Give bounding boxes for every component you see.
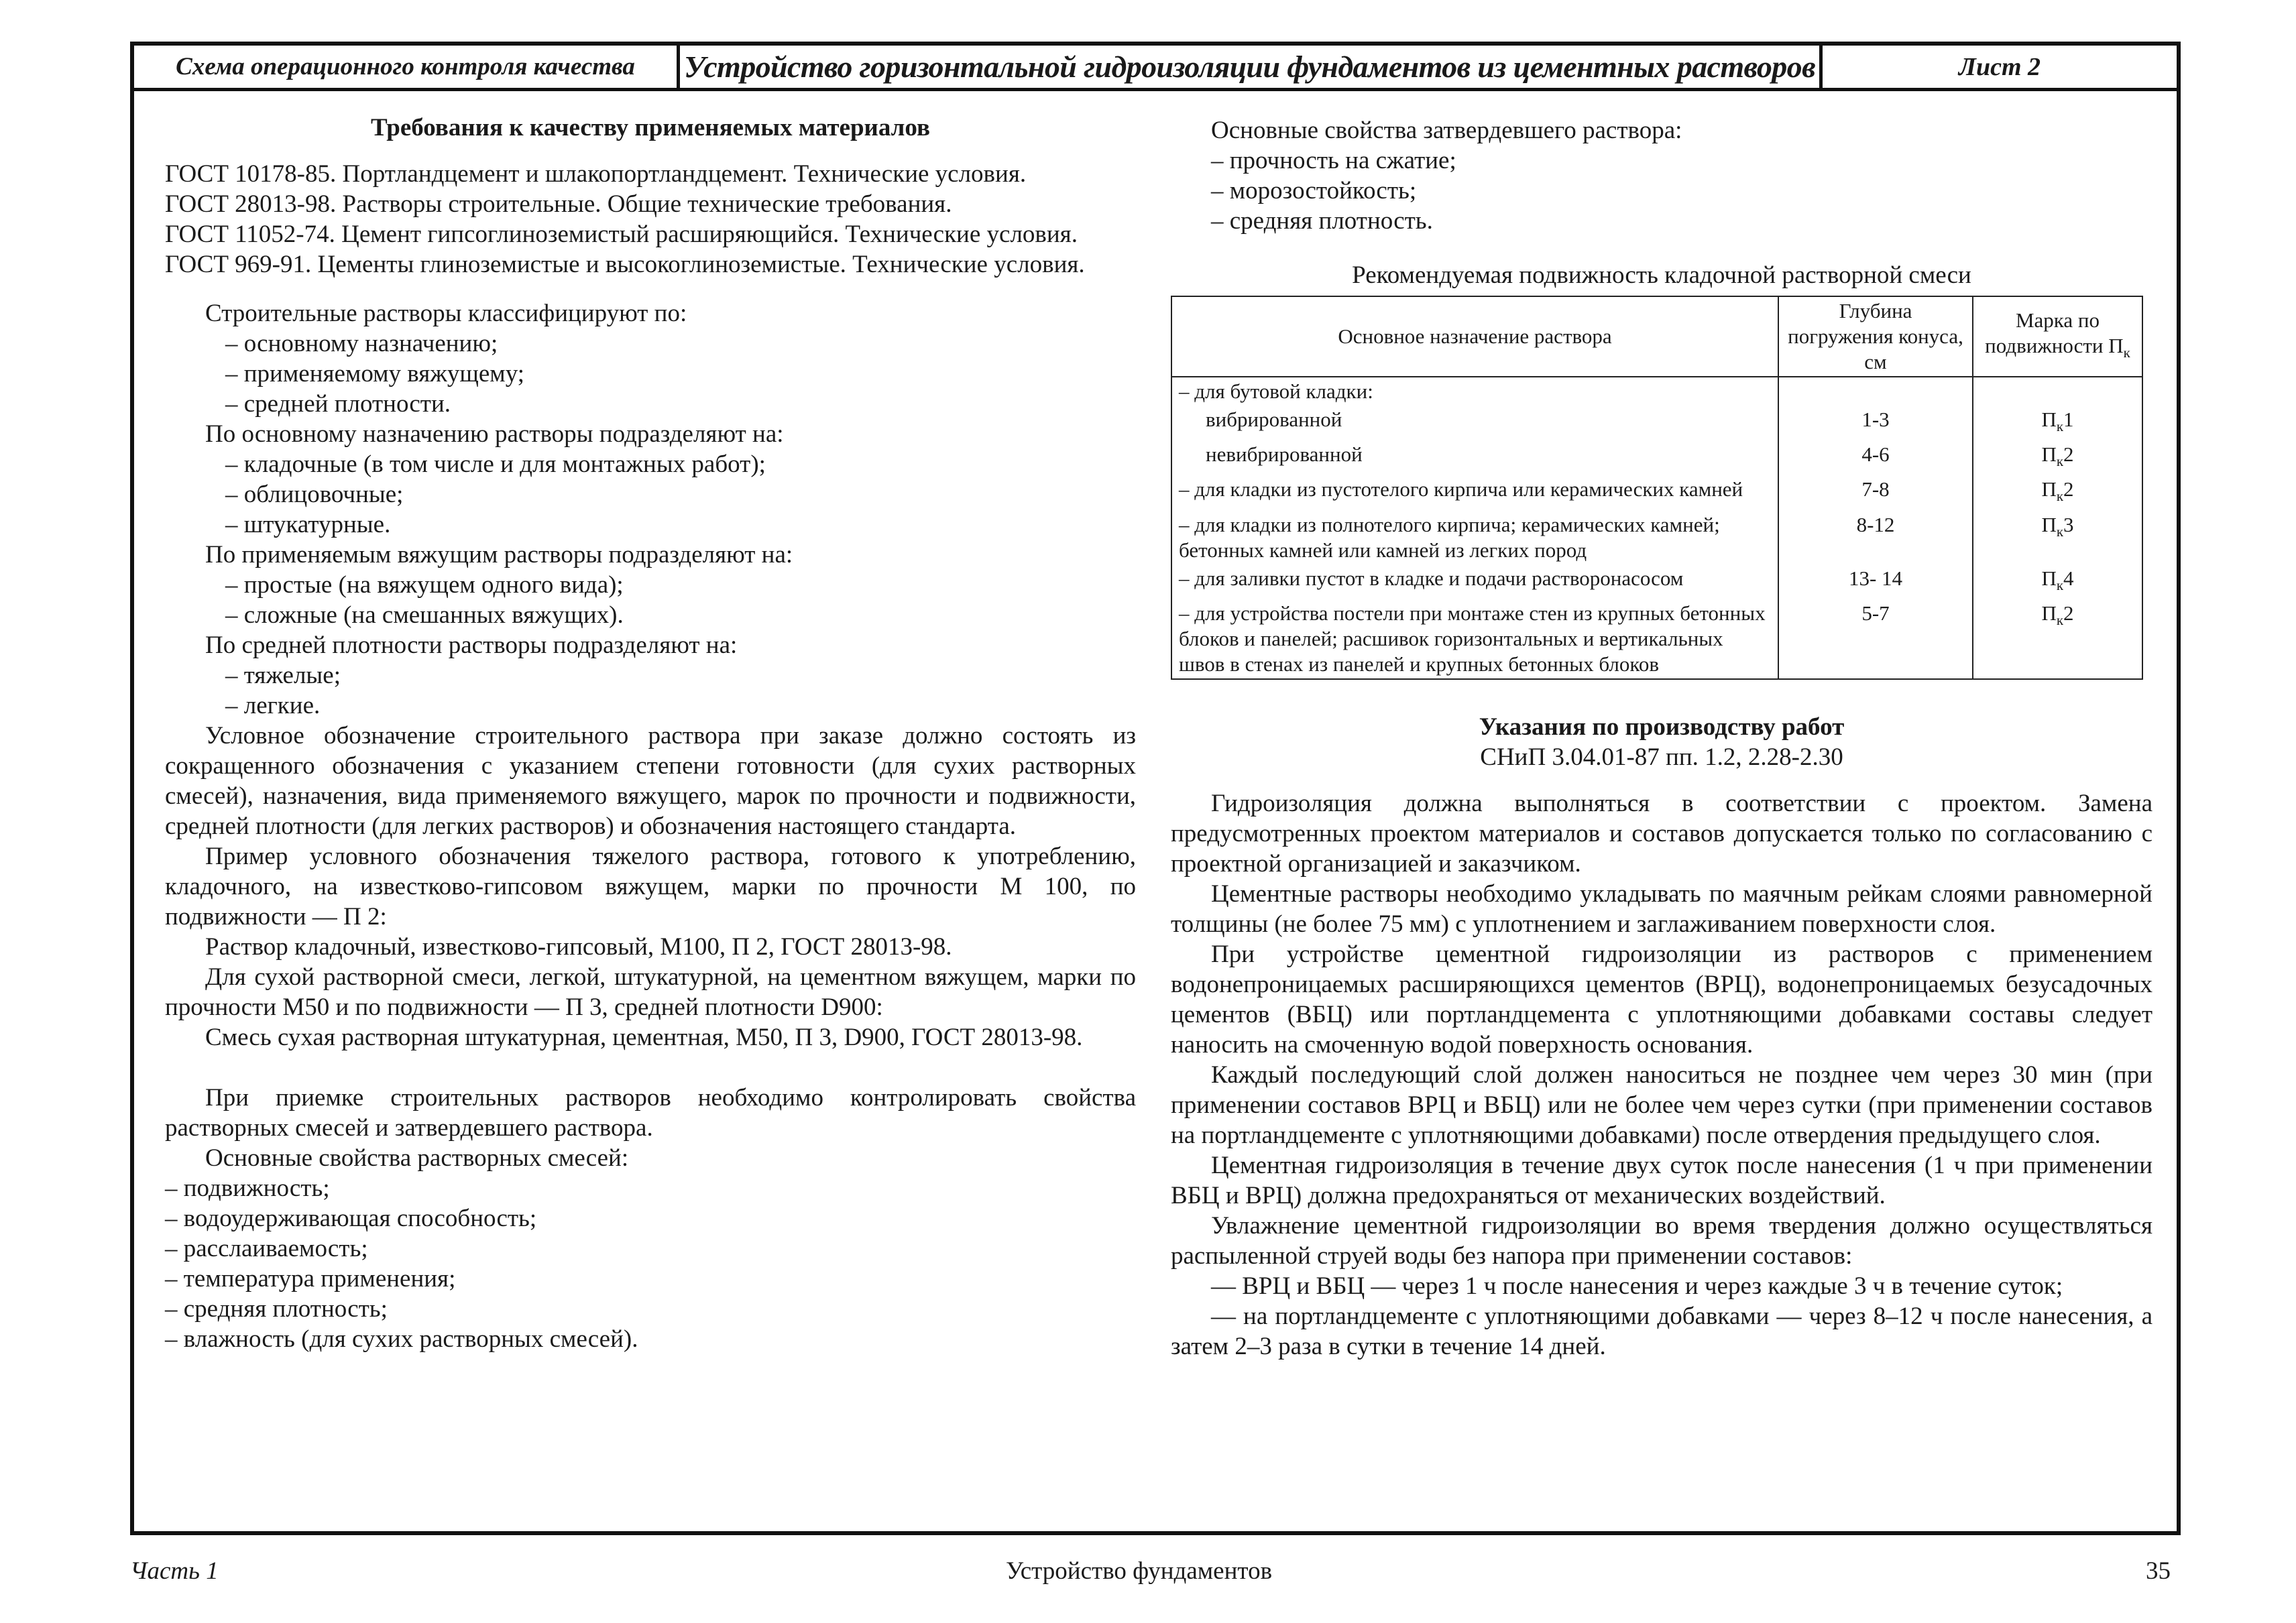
gost-line: ГОСТ 969-91. Цементы глиноземистые и высокоглиноземистые. Технические условия.: [165, 251, 1085, 278]
density-item: – легкие.: [225, 692, 321, 719]
materials-heading: Требования к качеству применяемых материалов: [371, 114, 930, 141]
page-number: 35: [2146, 1557, 2171, 1585]
purpose-intro: По основному назначению растворы подразделяют на:: [205, 420, 784, 448]
dry-mix-value: Смесь сухая растворная штукатурная, цементная, М50, П 3, D900, ГОСТ 28013-98.: [205, 1024, 1083, 1051]
table-cell-depth: 7-8: [1861, 477, 1890, 501]
table-header-purpose: Основное назначение раствора: [1171, 296, 1778, 377]
hardened-item: – прочность на сжатие;: [1211, 147, 1456, 174]
table-header-depth: Глубина погружения конуса, см: [1778, 296, 1973, 377]
table-header-mark: Марка по подвижности $П_к$: [1973, 296, 2142, 377]
table-cell-purpose: – для заливки пустот в кладке и подачи растворонасосом: [1179, 566, 1684, 590]
gost-line: ГОСТ 28013-98. Растворы строительные. Общие технические требования.: [165, 190, 952, 218]
table-cell-purpose: вибрированной: [1206, 408, 1342, 431]
table-caption: Рекомендуемая подвижность кладочной растворной смеси: [1352, 261, 1971, 289]
works-paragraph: Цементные растворы необходимо укладывать по маячным рейкам слоями равномерной толщины (не более 75 мм) с уплотнением и заглаживанием поверхности слоя.: [1171, 880, 2152, 938]
table-cell-mark: [1980, 379, 2135, 404]
binder-intro: По применяемым вяжущим растворы подразделяют на:: [205, 541, 793, 568]
title-block: [134, 46, 2177, 91]
table-row: [1171, 440, 2142, 475]
props-item: – температура применения;: [165, 1265, 456, 1293]
works-paragraphs: [1171, 788, 2152, 1271]
props-item: – подвижность;: [165, 1175, 330, 1202]
props-item: – средняя плотность;: [165, 1295, 388, 1323]
table-cell-purpose: – для бутовой кладки:: [1179, 379, 1373, 403]
works-paragraph: Гидроизоляция должна выполняться в соответствии с проектом. Замена предусмотренных проектом материалов и составов допускается только по согласованию с проектной организацией и заказчиком.: [1171, 789, 2152, 878]
scheme-label: Схема операционного контроля качества: [134, 46, 680, 88]
table-cell-depth: [1786, 379, 1965, 404]
page-frame: [130, 42, 2181, 1535]
wetting-item: — на портландцементе с уплотняющими добавками — через 8–12 ч после нанесения, а затем 2–3 раза в сутки в течение 14 дней.: [1171, 1302, 2152, 1360]
hardened-intro: Основные свойства затвердевшего раствора:: [1211, 117, 1682, 144]
wetting-list: [1171, 1271, 2152, 1362]
sheet-number: Лист 2: [1958, 52, 2041, 81]
table-cell-purpose: – для кладки из полнотелого кирпича; керамических камней; бетонных камней или камней из легких пород: [1179, 512, 1720, 562]
table-cell-mark: $П_к2$: [2041, 477, 2074, 505]
purpose-item: – облицовочные;: [225, 481, 404, 508]
density-intro: По средней плотности растворы подразделяют на:: [205, 632, 738, 659]
mobility-table: [1171, 296, 2143, 680]
works-reference: СНиП 3.04.01-87 пп. 1.2, 2.28-2.30: [1480, 743, 1843, 771]
binder-item: – сложные (на смешанных вяжущих).: [225, 601, 624, 629]
footer-section: Устройство фундаментов: [1006, 1557, 1273, 1585]
binder-item: – простые (на вяжущем одного вида);: [225, 571, 624, 599]
gost-line: ГОСТ 10178-85. Портландцемент и шлакопортландцемент. Технические условия.: [165, 160, 1027, 188]
left-column: [165, 113, 1136, 1354]
table-row: [1171, 564, 2142, 599]
props-item: – расслаиваемость;: [165, 1235, 368, 1262]
table-cell-mark: $П_к1$: [2041, 408, 2074, 435]
table-cell-purpose: – для кладки из пустотелого кирпича или керамических камней: [1179, 477, 1743, 501]
hardened-item: – средняя плотность.: [1211, 207, 1433, 235]
table-cell-depth: 5-7: [1861, 601, 1890, 625]
footer-part: Часть 1: [130, 1557, 219, 1585]
example-paragraph: Пример условного обозначения тяжелого раствора, готового к употреблению, кладочного, на известково-гипсовом вяжущем, марки по прочности М 100, по подвижности — П 2:: [165, 843, 1136, 930]
classify-intro: Строительные растворы классифицируют по:: [205, 300, 687, 327]
classify-item: – средней плотности.: [225, 390, 451, 418]
table-row: [1171, 377, 2142, 406]
example-value: Раствор кладочный, известково-гипсовый, М100, П 2, ГОСТ 28013-98.: [205, 933, 952, 961]
dry-mix-paragraph: Для сухой растворной смеси, легкой, штукатурной, на цементном вяжущем, марки по прочности М50 и по подвижности — П 3, средней плотности D900:: [165, 963, 1136, 1021]
table-cell-purpose: невибрированной: [1206, 442, 1363, 467]
gost-line: ГОСТ 11052-74. Цемент гипсоглиноземистый расширяющийся. Технические условия.: [165, 221, 1078, 248]
hardened-item: – морозостойкость;: [1211, 177, 1417, 204]
table-cell-depth: 4-6: [1861, 442, 1890, 467]
table-cell-mark: $П_к2$: [2041, 442, 2074, 470]
classify-item: – применяемому вяжущему;: [225, 360, 524, 387]
props-item: – водоудерживающая способность;: [165, 1205, 537, 1232]
table-cell-mark: $П_к4$: [2041, 566, 2074, 593]
density-item: – тяжелые;: [225, 662, 341, 689]
props-item: – влажность (для сухих растворных смесей).: [165, 1325, 638, 1353]
works-heading: Указания по производству работ: [1479, 713, 1845, 741]
table-cell-purpose: – для устройства постели при монтаже стен из крупных бетонных блоков и панелей; расшивок горизонтальных и вертикальных швов в стенах из панелей и крупных бетонных блоков: [1179, 601, 1766, 676]
props-intro: Основные свойства растворных смесей:: [205, 1144, 629, 1172]
table-row: [1171, 406, 2142, 440]
purpose-item: – штукатурные.: [225, 511, 391, 538]
table-cell-mark: $П_к2$: [2041, 601, 2074, 628]
table-cell-mark: $П_к3$: [2041, 512, 2074, 540]
works-paragraph: Цементная гидроизоляция в течение двух суток после нанесения (1 ч при применении ВБЦ и ВРЦ) должна предохраняться от механических воздействий.: [1171, 1151, 2152, 1209]
works-paragraph: Увлажнение цементной гидроизоляции во время твердения должно осуществляться распыленной струей воды без напора при применении составов:: [1171, 1211, 2152, 1270]
table-row: [1171, 599, 2142, 679]
works-paragraph: Каждый последующий слой должен наноситься не позднее чем через 30 мин (при применении составов ВРЦ и ВБЦ) или не более чем через сутки (при применении составов на портландцементе с уплотняющими добавками) после отвердения предыдущего слоя.: [1171, 1061, 2152, 1149]
purpose-item: – кладочные (в том числе и для монтажных работ);: [225, 450, 766, 478]
right-column: [1171, 115, 2152, 1362]
table-cell-depth: 1-3: [1861, 408, 1890, 431]
wetting-item: — ВРЦ и ВБЦ — через 1 ч после нанесения и через каждые 3 ч в течение суток;: [1211, 1272, 2063, 1300]
table-row: [1171, 475, 2142, 510]
classify-item: – основному назначению;: [225, 330, 498, 357]
designation-paragraph: Условное обозначение строительного раствора при заказе должно состоять из сокращенного обозначения с указанием степени готовности (для сухих растворных смесей), назначения, вида применяемого вяжущего, марок по прочности и подвижности, средней плотности (для легких растворов) и обозначения настоящего стандарта.: [165, 722, 1136, 840]
control-paragraph: При приемке строительных растворов необходимо контролировать свойства растворных смесей и затвердевшего раствора.: [165, 1084, 1136, 1142]
table-cell-depth: 13- 14: [1848, 566, 1903, 590]
table-row: [1171, 511, 2142, 564]
works-paragraph: При устройстве цементной гидроизоляции из растворов с применением водонепроницаемых расширяющихся цементов (ВРЦ), водонепроницаемых безусадочных цементов (ВБЦ) или портландцемента с уплотняющими добавками составы следует наносить на смоченную водой поверхность основания.: [1171, 940, 2152, 1059]
document-title: Устройство горизонтальной гидроизоляции фундаментов из цементных растворов: [680, 46, 1823, 88]
table-cell-depth: 8-12: [1856, 512, 1895, 536]
